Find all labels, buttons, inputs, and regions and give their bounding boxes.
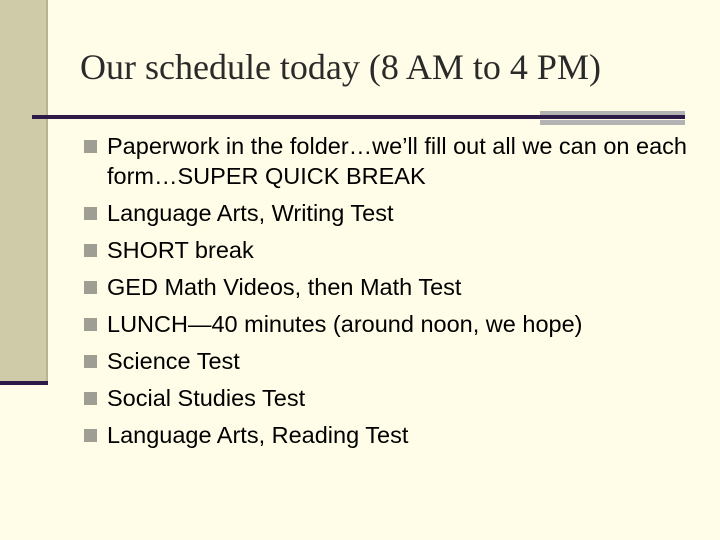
bullet-text: LUNCH—40 minutes (around noon, we hope) — [107, 311, 583, 337]
list-item — [84, 346, 694, 376]
list-item — [84, 383, 694, 413]
slide-title: Our schedule today (8 AM to 4 PM) — [80, 47, 601, 87]
bullet-text: Social Studies Test — [107, 385, 306, 411]
list-item — [84, 198, 694, 228]
left-bar-underline — [0, 381, 48, 385]
bullet-list — [84, 131, 694, 457]
title-rule — [32, 115, 685, 119]
square-bullet-icon — [84, 244, 97, 257]
square-bullet-icon — [84, 355, 97, 368]
square-bullet-icon — [84, 281, 97, 294]
list-item — [84, 272, 694, 302]
list-item — [84, 309, 694, 339]
left-decorative-bar — [0, 0, 46, 383]
bullet-text: Science Test — [107, 348, 240, 374]
bullet-text: Language Arts, Reading Test — [107, 422, 409, 448]
bullet-text: SHORT break — [107, 237, 254, 263]
square-bullet-icon — [84, 318, 97, 331]
square-bullet-icon — [84, 392, 97, 405]
square-bullet-icon — [84, 140, 97, 153]
list-item — [84, 420, 694, 450]
square-bullet-icon — [84, 207, 97, 220]
bullet-text: Language Arts, Writing Test — [107, 200, 394, 226]
list-item — [84, 235, 694, 265]
square-bullet-icon — [84, 429, 97, 442]
list-item — [84, 131, 694, 191]
left-bar-edge — [46, 0, 48, 383]
bullet-text: GED Math Videos, then Math Test — [107, 274, 462, 300]
title-rule-accent-bottom — [540, 120, 685, 125]
bullet-text: Paperwork in the folder…we’ll fill out all we can on each form…SUPER QUICK BREAK — [107, 133, 687, 189]
